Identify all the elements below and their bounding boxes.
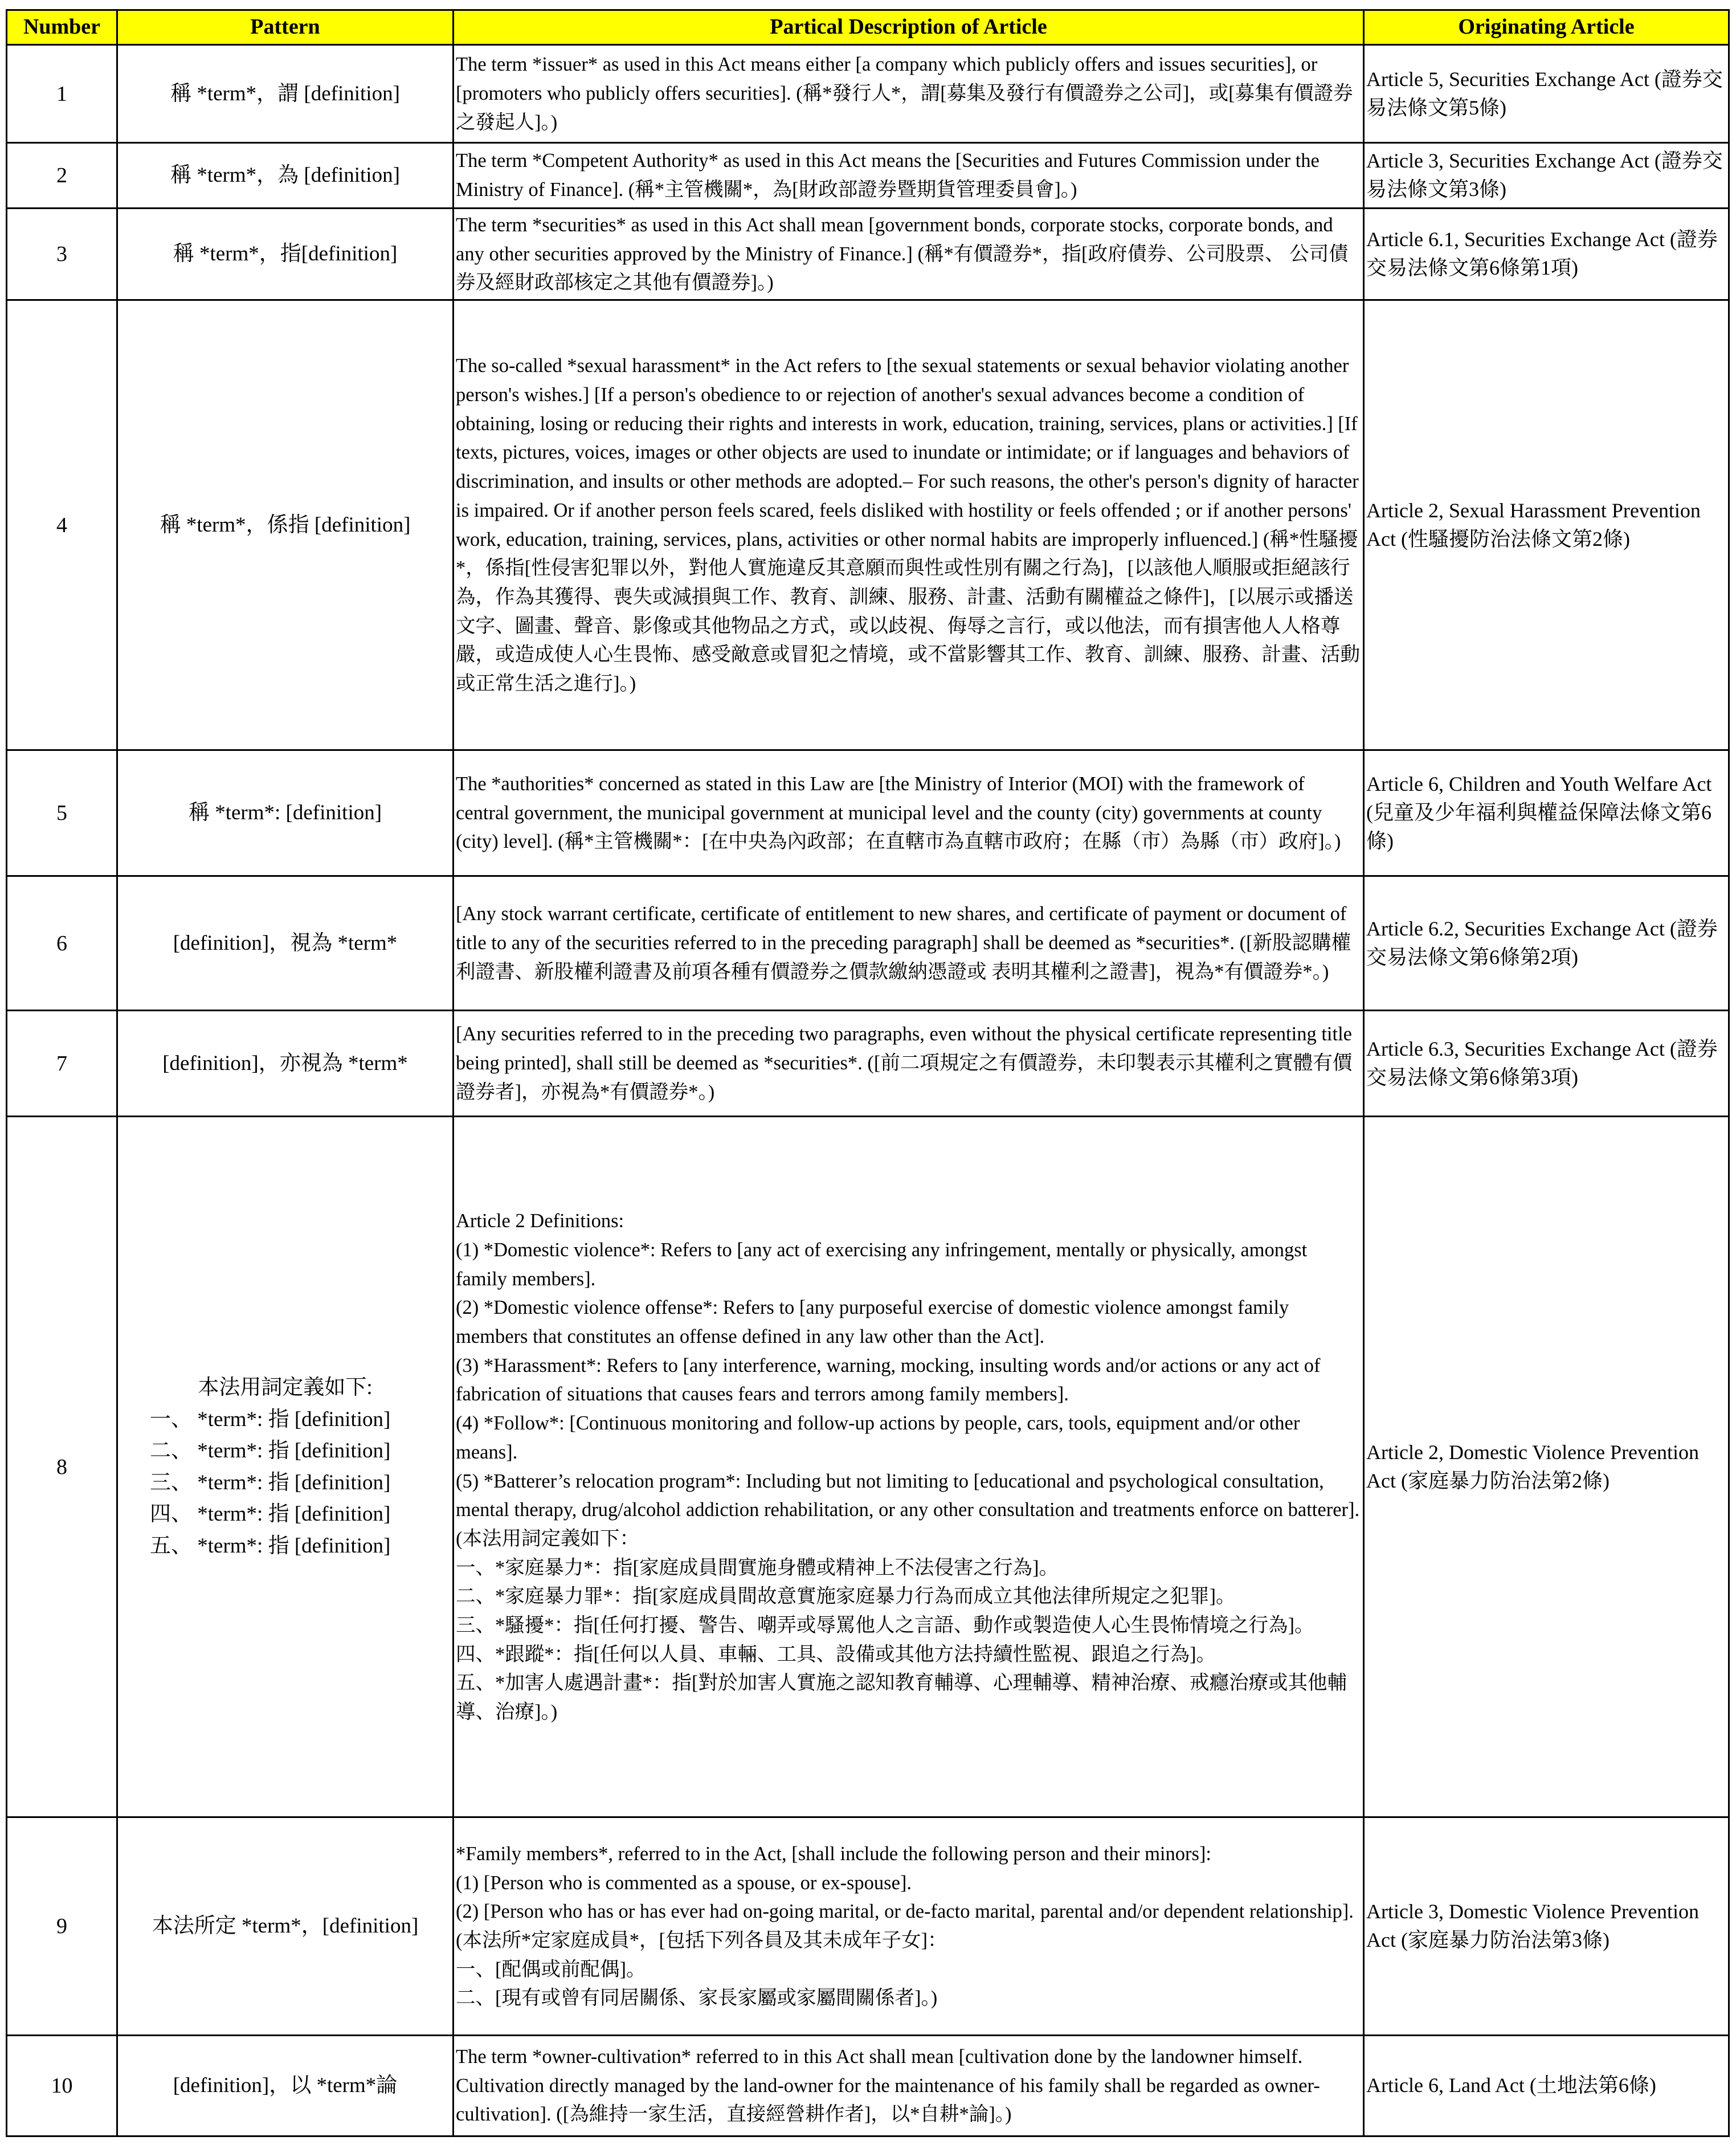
row-description: The term *securities* as used in this Act shall mean [government bonds, corporate stocks, corporate bonds, and any other securities approved by the Ministry of Finance.] (稱*有價證券*，指[政府債券、公司股票、 公司債券及經財政部核定之其他有價證券]。) — [454, 209, 1364, 300]
row-pattern — [117, 45, 454, 143]
row-pattern — [117, 1817, 454, 2036]
row-description: [Any stock warrant certificate, certificate of entitlement to new shares, and certificate of payment or document of title to any of the securities referred to in the preceding paragraph] shall be deemed as *securities*. ([新股認購權利證書、新股權利證書及前項各種有價證券之價款繳納憑證或 表明其權利之證書]，視為*有價證券*。) — [454, 876, 1364, 1011]
table-row — [7, 45, 1729, 143]
header-pattern: Pattern — [117, 10, 454, 45]
row-description: The term *owner-cultivation* referred to in this Act shall mean [cultivation done by the landowner himself. Cultivation directly managed by the land-owner for the maintenance of his family shall be regarded as owner-cultivation]. ([為維持一家生活，直接經營耕作者]，以*自耕*論]。) — [454, 2036, 1364, 2136]
pattern-line: 一、 *term*: 指 [definition] — [150, 1407, 391, 1431]
pattern-line: 本法所定 *term*，[definition] — [152, 1914, 419, 1938]
table-row — [7, 209, 1729, 300]
row-pattern — [117, 209, 454, 300]
row-description: *Family members*, referred to in the Act, [shall include the following person and their minors]: (1) [Person who is commented as a spouse, or ex-spouse]. (2) [Person who has or has ever had on-going marital, or de-facto marital, parental and/or dependent relationship]. (本法所*定家庭成員*，[包括下列各員及其未成年子女]： 一、[配偶或前配偶]。 二、[現有或曾有同居關係、家長家屬或家屬間關係者]。) — [454, 1817, 1364, 2036]
row-description: The term *issuer* as used in this Act means either [a company which publicly offers and issues securities], or [promoters who publicly offers securities]. (稱*發行人*，謂[募集及發行有價證券之公司]，或[募集有價證券之發起人]。) — [454, 45, 1364, 143]
table-row — [7, 1817, 1729, 2036]
pattern-line: 稱 *term*，指[definition] — [173, 242, 398, 266]
header-number: Number — [7, 10, 117, 45]
row-number: 9 — [7, 1817, 117, 2036]
row-pattern — [117, 300, 454, 750]
pattern-line: [definition]，亦視為 *term* — [162, 1051, 408, 1075]
row-origin: Article 6, Children and Youth Welfare Act (兒童及少年福利與權益保障法條文第6條) — [1364, 750, 1729, 876]
pattern-line: 稱 *term*，謂 [definition] — [170, 81, 400, 105]
pattern-line: 二、 *term*: 指 [definition] — [150, 1439, 391, 1462]
article-pattern-table — [6, 9, 1730, 2137]
row-number: 6 — [7, 876, 117, 1011]
row-number: 10 — [7, 2036, 117, 2136]
table-row — [7, 300, 1729, 750]
pattern-line: 稱 *term*，係指 [definition] — [160, 513, 411, 537]
row-description: Article 2 Definitions: (1) *Domestic violence*: Refers to [any act of exercising any infringement, mentally or physically, amongst family members]. (2) *Domestic violence offense*: Refers to [any purposeful exercise of domestic violence amongst family members that constitutes an offense defined in any law other than the Act]. (3) *Harassment*: Refers to [any interference, warning, mocking, insulting words and/or actions or any act of fabrication of situations that causes fears and terrors among family members]. (4) *Follow*: [Continuous monitoring and follow-up actions by people, cars, tools, equipment and/or other means]. (5) *Batterer’s relocation program*: Including but not limiting to [educational and psychological consultation, mental therapy, drug/alcohol addiction rehabilitation, or any other consultation and treatments enforce on batterer]. (本法用詞定義如下： 一、*家庭暴力*：指[家庭成員間實施身體或精神上不法侵害之行為]。 二、*家庭暴力罪*：指[家庭成員間故意實施家庭暴力行為而成立其他法律所規定之犯罪]。 三、*騷擾*：指[任何打擾、警告、嘲弄或辱罵他人之言語、動作或製造使人心生畏怖情境之行為]。 四、*跟蹤*：指[任何以人員、車輛、工具、設備或其他方法持續性監視、跟追之行為]。 五、*加害人處遇計畫*：指[對於加害人實施之認知教育輔導、心理輔導、精神治療、戒癮治療或其他輔導、治療]。) — [454, 1117, 1364, 1817]
row-origin: Article 2, Domestic Violence Prevention Act (家庭暴力防治法第2條) — [1364, 1117, 1729, 1817]
pattern-line: 本法用詞定義如下: — [198, 1376, 373, 1399]
row-origin: Article 3, Securities Exchange Act (證券交易法條文第3條) — [1364, 143, 1729, 209]
row-description: [Any securities referred to in the preceding two paragraphs, even without the physical certificate representing title being printed], shall still be deemed as *securities*. ([前二項規定之有價證券，未印製表示其權利之實體有價證券者]，亦視為*有價證券*。) — [454, 1011, 1364, 1117]
table-row — [7, 876, 1729, 1011]
row-origin: Article 6.2, Securities Exchange Act (證券交易法條文第6條第2項) — [1364, 876, 1729, 1011]
row-number: 5 — [7, 750, 117, 876]
row-pattern — [117, 2036, 454, 2136]
pattern-line: 稱 *term*: [definition] — [188, 801, 382, 825]
row-pattern — [117, 1117, 454, 1817]
table-row — [7, 143, 1729, 209]
table-row — [7, 750, 1729, 876]
row-origin: Article 5, Securities Exchange Act (證券交易法條文第5條) — [1364, 45, 1729, 143]
row-origin: Article 6, Land Act (土地法第6條) — [1364, 2036, 1729, 2136]
pattern-line: [definition]，以 *term*論 — [173, 2074, 398, 2098]
row-number: 3 — [7, 209, 117, 300]
table-row — [7, 1117, 1729, 1817]
row-origin: Article 6.3, Securities Exchange Act (證券交易法條文第6條第3項) — [1364, 1011, 1729, 1117]
row-pattern — [117, 750, 454, 876]
pattern-line: 五、 *term*: 指 [definition] — [150, 1534, 391, 1558]
table-row — [7, 1011, 1729, 1117]
row-pattern — [117, 143, 454, 209]
row-number: 7 — [7, 1011, 117, 1117]
row-origin: Article 2, Sexual Harassment Prevention Act (性騷擾防治法條文第2條) — [1364, 300, 1729, 750]
row-description: The *authorities* concerned as stated in this Law are [the Ministry of Interior (MOI) with the framework of central government, the municipal government at municipal level and the county (city) governments at county (city) level]. (稱*主管機關*：[在中央為內政部；在直轄市為直轄市政府；在縣（市）為縣（市）政府]。) — [454, 750, 1364, 876]
row-number: 2 — [7, 143, 117, 209]
pattern-line: 稱 *term*，為 [definition] — [170, 164, 400, 187]
row-origin: Article 3, Domestic Violence Prevention Act (家庭暴力防治法第3條) — [1364, 1817, 1729, 2036]
row-number: 1 — [7, 45, 117, 143]
row-description: The term *Competent Authority* as used in this Act means the [Securities and Futures Commission under the Ministry of Finance]. (稱*主管機關*，為[財政部證券暨期貨管理委員會]。) — [454, 143, 1364, 209]
pattern-line: 三、 *term*: 指 [definition] — [150, 1470, 391, 1494]
pattern-line: 四、 *term*: 指 [definition] — [150, 1502, 391, 1526]
row-origin: Article 6.1, Securities Exchange Act (證券交易法條文第6條第1項) — [1364, 209, 1729, 300]
table-row — [7, 2036, 1729, 2136]
header-row — [7, 10, 1729, 45]
pattern-line: [definition]，視為 *term* — [173, 931, 398, 955]
header-description: Partical Description of Article — [454, 10, 1364, 45]
row-description: The so-called *sexual harassment* in the Act refers to [the sexual statements or sexual behavior violating another person's wishes.] [If a person's obedience to or rejection of another's sexual advances become a condition of obtaining, losing or reducing their rights and interests in work, education, training, services, plans or activities.] [If texts, pictures, voices, images or other objects are used to inundate or intimidate; or if languages and behaviors of discrimination, and insults or other methods are adopted.– For such reasons, the other's person's dignity of haracter is impaired. Or if another person feels scared, feels disliked with hostility or feels offended ; or if another persons' work, education, training, services, plans, activities or other normal habits are improperly influenced.] (稱*性騷擾*，係指[性侵害犯罪以外，對他人實施違反其意願而與性或性別有關之行為]，[以該他人順服或拒絕該行為，作為其獲得、喪失或減損與工作、教育、訓練、服務、計畫、活動有關權益之條件]，[以展示或播送文字、圖畫、聲音、影像或其他物品之方式，或以歧視、侮辱之言行，或以他法，而有損害他人人格尊嚴，或造成使人心生畏怖、感受敵意或冒犯之情境，或不當影響其工作、教育、訓練、服務、計畫、活動或正常生活之進行]。) — [454, 300, 1364, 750]
row-pattern — [117, 1011, 454, 1117]
row-pattern — [117, 876, 454, 1011]
row-number: 8 — [7, 1117, 117, 1817]
table-body — [7, 45, 1729, 2136]
header-origin: Originating Article — [1364, 10, 1729, 45]
row-number: 4 — [7, 300, 117, 750]
